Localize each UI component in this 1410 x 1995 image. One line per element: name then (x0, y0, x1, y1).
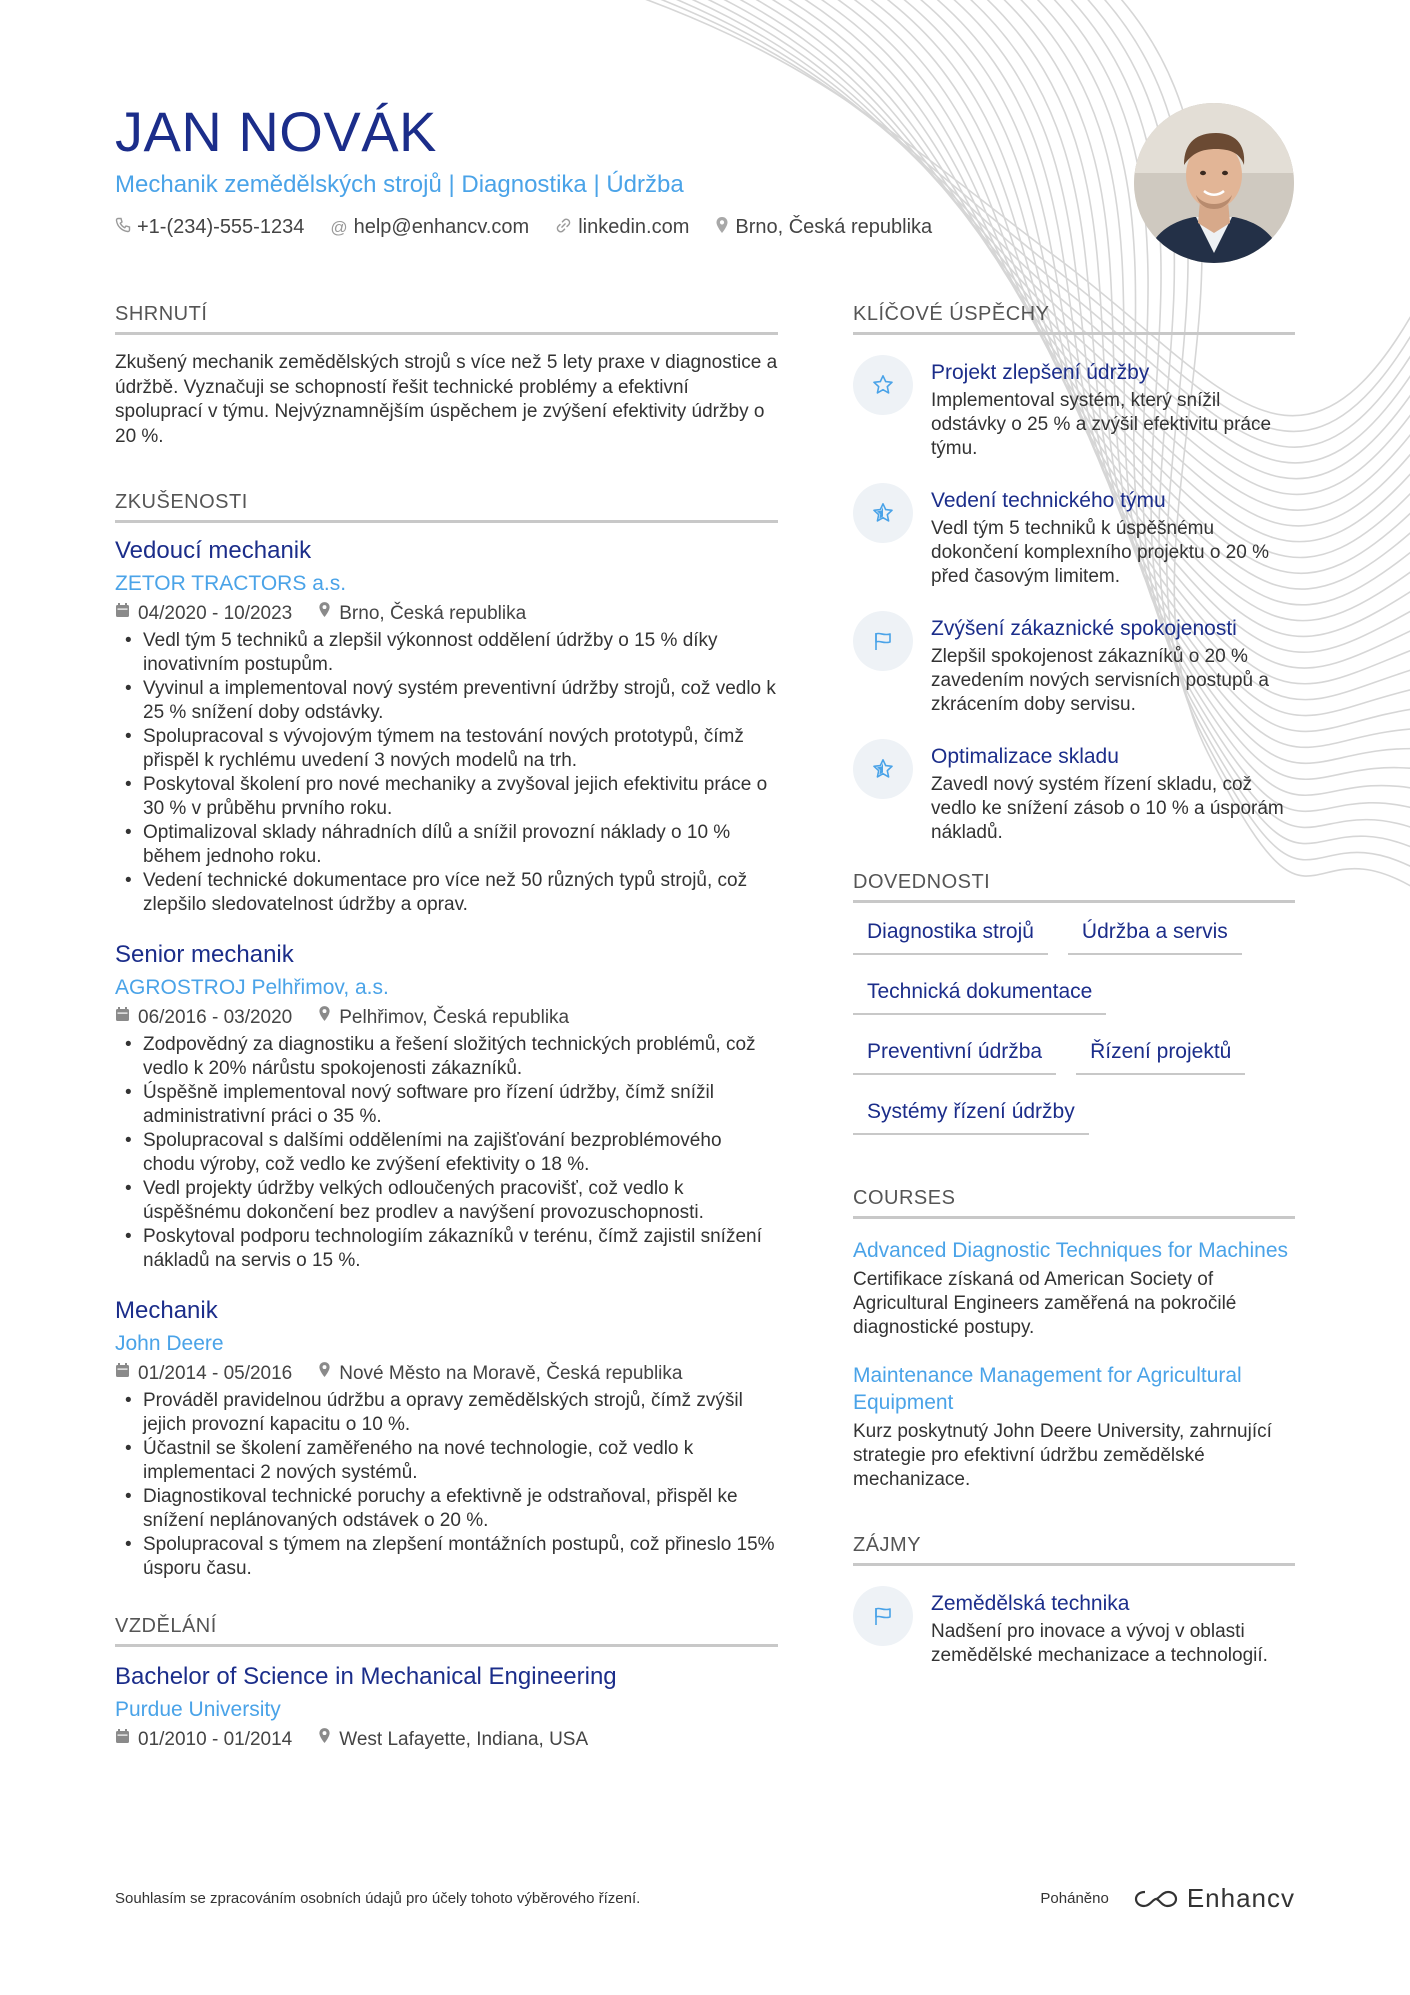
experience-section (115, 491, 778, 1581)
job-bullet: • Vedl projekty údržby velkých odloučených pracovišť, což vedlo k úspěšnému dokončení bez prodlev a navýšení provozuschopnosti. (115, 1177, 778, 1225)
job-dates (115, 601, 292, 627)
course-desc: Certifikace získaná od American Society of Agricultural Engineers zaměřená na pokročilé diagnostické postupy. (853, 1269, 1237, 1338)
skill-tag: Diagnostika strojů (853, 915, 1048, 955)
course-item (853, 1362, 1295, 1492)
education-heading: VZDĚLÁNÍ (115, 1615, 778, 1647)
job-company: John Deere (115, 1332, 224, 1355)
consent-text: Souhlasím se zpracováním osobních údajů pro účely tohoto výběrového řízení. (115, 1890, 641, 1907)
job-dates (115, 1005, 292, 1031)
achievement-title: Vedení technického týmu (931, 489, 1166, 512)
interests-heading: ZÁJMY (853, 1534, 1295, 1566)
calendar-icon (115, 601, 130, 627)
location-text: Brno, Česká republika (735, 216, 933, 238)
candidate-title: Mechanik zemědělských strojů | Diagnostika | Údržba (115, 171, 684, 198)
school-name: Purdue University (115, 1698, 281, 1721)
location-pin-icon (318, 601, 331, 627)
job-bullets (115, 1389, 778, 1581)
skill-tag: Řízení projektů (1076, 1035, 1245, 1075)
achievement-item (853, 611, 1295, 717)
skill-tag: Technická dokumentace (853, 975, 1106, 1015)
job-bullet: • Optimalizoval sklady náhradních dílů a snížil provozní náklady o 10 % během jednoho roku. (115, 821, 778, 869)
star-outline-icon (853, 355, 913, 415)
job-bullet: • Poskytoval školení pro nové mechaniky a zvyšoval jejich efektivitu práce o 30 % v průběhu prvního roku. (115, 773, 778, 821)
job-dates (115, 1361, 292, 1387)
phone-icon (115, 217, 131, 238)
achievement-desc: Vedl tým 5 techniků k úspěšnému dokončení komplexního projektu o 20 % před časovým limitem. (931, 518, 1269, 587)
star-filled-icon (853, 483, 913, 543)
job-bullets (115, 629, 778, 917)
calendar-icon (115, 1005, 130, 1031)
interest-list (853, 1586, 1295, 1668)
job-bullet: • Vedl tým 5 techniků a zlepšil výkonnost oddělení údržby o 15 % díky inovativním postupům. (115, 629, 778, 677)
job-dates-text: 06/2016 - 03/2020 (138, 1007, 293, 1028)
flag-icon (853, 611, 913, 671)
job-location (318, 601, 526, 627)
powered-by (1040, 1883, 1295, 1914)
location-pin-icon (318, 1361, 331, 1387)
interest-title: Zemědělská technika (931, 1592, 1130, 1615)
job-bullet: • Prováděl pravidelnou údržbu a opravy zemědělských strojů, čímž zvýšil jejich provozní kapacitu o 10 %. (115, 1389, 778, 1437)
job-location (318, 1005, 569, 1031)
achievement-body (931, 483, 1295, 589)
infinity-icon (1133, 1888, 1179, 1910)
job-entry (115, 1295, 778, 1581)
job-bullet: • Účastnil se školení zaměřeného na nové technologie, což vedlo k implementaci 2 nových systémů. (115, 1437, 778, 1485)
achievement-desc: Zlepšil spokojenost zákazníků o 20 % zavedením nových servisních postupů a zkrácením doby servisu. (931, 646, 1269, 715)
education-location (318, 1727, 588, 1753)
degree-title: Bachelor of Science in Mechanical Engineering (115, 1663, 617, 1690)
interest-body (931, 1586, 1295, 1668)
job-location (318, 1361, 682, 1387)
achievement-item (853, 739, 1295, 845)
flag-icon (853, 1586, 913, 1646)
job-bullet: • Spolupracoval s týmem na zlepšení montážních postupů, což přineslo 15% úsporu času. (115, 1533, 778, 1581)
experience-heading: ZKUŠENOSTI (115, 491, 778, 523)
course-title: Maintenance Management for Agricultural Equipment (853, 1364, 1242, 1414)
skills-heading: DOVEDNOSTI (853, 871, 1295, 903)
calendar-icon (115, 1727, 130, 1753)
course-item (853, 1237, 1295, 1340)
achievement-item (853, 483, 1295, 589)
phone-text: +1-(234)-555-1234 (137, 216, 305, 238)
job-title: Mechanik (115, 1297, 218, 1324)
skill-tag: Systémy řízení údržby (853, 1095, 1089, 1135)
job-company: ZETOR TRACTORS a.s. (115, 572, 347, 595)
candidate-name: JAN NOVÁK (115, 100, 437, 163)
achievements-heading: KLÍČOVÉ ÚSPĚCHY (853, 303, 1295, 335)
job-bullet: • Vedení technické dokumentace pro více než 50 různých typů strojů, což zlepšilo sledovatelnost údržby a oprav. (115, 869, 778, 917)
achievement-desc: Zavedl nový systém řízení skladu, což vedlo ke snížení zásob o 10 % a úsporám nákladů. (931, 774, 1284, 843)
powered-label: Poháněno (1040, 1890, 1109, 1907)
course-list (853, 1237, 1295, 1492)
job-title: Vedoucí mechanik (115, 537, 312, 564)
job-title: Senior mechanik (115, 941, 294, 968)
location-pin-icon (318, 1005, 331, 1031)
education-meta (115, 1727, 778, 1753)
job-bullet: • Diagnostikoval technické poruchy a efektivně je odstraňoval, přispěl ke snížení neplánovaných odstávek o 20 %. (115, 1485, 778, 1533)
courses-section (853, 1187, 1295, 1492)
courses-heading: COURSES (853, 1187, 1295, 1219)
achievements-section (853, 303, 1295, 845)
education-location-text: West Lafayette, Indiana, USA (339, 1729, 589, 1750)
job-entry (115, 535, 778, 917)
achievement-body (931, 739, 1295, 845)
summary-text: Zkušený mechanik zemědělských strojů s více než 5 lety praxe v diagnostice a údržbě. Vyznačuji se schopností řešit technické problémy a efektivní spoluprací v týmu. Nejvýznamnějším úspěchem je zvýšení efektivity údržby o 20 %. (115, 352, 778, 447)
achievement-title: Zvýšení zákaznické spokojenosti (931, 617, 1237, 640)
resume-header (115, 100, 1115, 239)
skill-tag: Preventivní údržba (853, 1035, 1056, 1075)
job-bullet: • Poskytoval podporu technologiím zákazníků v terénu, čímž zajistil snížení nákladů na servis o 15 %. (115, 1225, 778, 1273)
page-footer (115, 1883, 1295, 1914)
location-pin-icon (715, 216, 729, 239)
interest-desc: Nadšení pro inovace a vývoj v oblasti zemědělské mechanizace a technologií. (931, 1621, 1268, 1666)
contact-location (715, 216, 932, 239)
contact-phone[interactable] (115, 216, 304, 239)
achievement-body (931, 611, 1295, 717)
link-icon (555, 217, 572, 239)
achievement-desc: Implementoval systém, který snížil odstávky o 25 % a zvýšil efektivitu práce týmu. (931, 390, 1272, 459)
course-title: Advanced Diagnostic Techniques for Machines (853, 1239, 1289, 1262)
job-bullet: • Úspěšně implementoval nový software pro řízení údržby, čímž snížil administrativní práci o 35 %. (115, 1081, 778, 1129)
right-column (853, 303, 1295, 1690)
achievement-title: Projekt zlepšení údržby (931, 361, 1150, 384)
linkedin-text: linkedin.com (578, 216, 690, 238)
course-desc: Kurz poskytnutý John Deere University, zahrnující strategie pro efektivní údržbu zemědělské mechanizace. (853, 1421, 1272, 1490)
job-bullet: • Zodpovědný za diagnostiku a řešení složitých technických problémů, což vedlo k 20% nárůstu spokojenosti zákazníků. (115, 1033, 778, 1081)
achievement-body (931, 355, 1295, 461)
job-entry (115, 939, 778, 1273)
location-pin-icon (318, 1727, 331, 1753)
interests-section (853, 1534, 1295, 1668)
job-location-text: Nové Město na Moravě, Česká republika (339, 1363, 683, 1384)
skill-list (853, 915, 1295, 1135)
job-bullet: • Spolupracoval s vývojovým týmem na testování nových prototypů, čímž přispěl k rychlému uvedení 3 nových modelů na trh. (115, 725, 778, 773)
skills-section (853, 871, 1295, 1135)
job-company: AGROSTROJ Pelhřimov, a.s. (115, 976, 389, 999)
skill-tag: Údržba a servis (1068, 915, 1242, 955)
job-location-text: Brno, Česká republika (339, 603, 527, 624)
job-location-text: Pelhřimov, Česká republika (339, 1007, 570, 1028)
enhancv-logo[interactable] (1133, 1883, 1295, 1914)
job-dates-text: 04/2020 - 10/2023 (138, 603, 293, 624)
achievement-list (853, 355, 1295, 845)
job-bullets (115, 1033, 778, 1273)
job-meta (115, 1005, 778, 1031)
job-meta (115, 1361, 778, 1387)
calendar-icon (115, 1361, 130, 1387)
education-section (115, 1615, 778, 1753)
job-bullet: • Spolupracoval s dalšími odděleními na zajišťování bezproblémového chodu výroby, což vedlo ke zvýšení efektivity o 18 %. (115, 1129, 778, 1177)
contact-linkedin[interactable] (555, 216, 689, 239)
achievement-title: Optimalizace skladu (931, 745, 1119, 768)
job-bullet: • Vyvinul a implementoval nový systém preventivní údržby strojů, což vedlo k 25 % snížení doby odstávky. (115, 677, 778, 725)
job-list (115, 535, 778, 1581)
contact-list (115, 216, 1115, 239)
left-column (115, 303, 778, 1753)
job-meta (115, 601, 778, 627)
education-dates (115, 1727, 292, 1753)
interest-item (853, 1586, 1295, 1668)
education-dates-text: 01/2010 - 01/2014 (138, 1729, 293, 1750)
star-filled-icon (853, 739, 913, 799)
achievement-item (853, 355, 1295, 461)
brand-name: Enhancv (1186, 1883, 1295, 1913)
summary-heading: SHRNUTÍ (115, 303, 778, 335)
email-text: help@enhancv.com (353, 216, 530, 238)
at-icon: @ (330, 217, 348, 237)
profile-photo (1134, 103, 1294, 263)
contact-email[interactable] (330, 216, 529, 239)
summary-section (115, 303, 778, 449)
job-dates-text: 01/2014 - 05/2016 (138, 1363, 293, 1384)
